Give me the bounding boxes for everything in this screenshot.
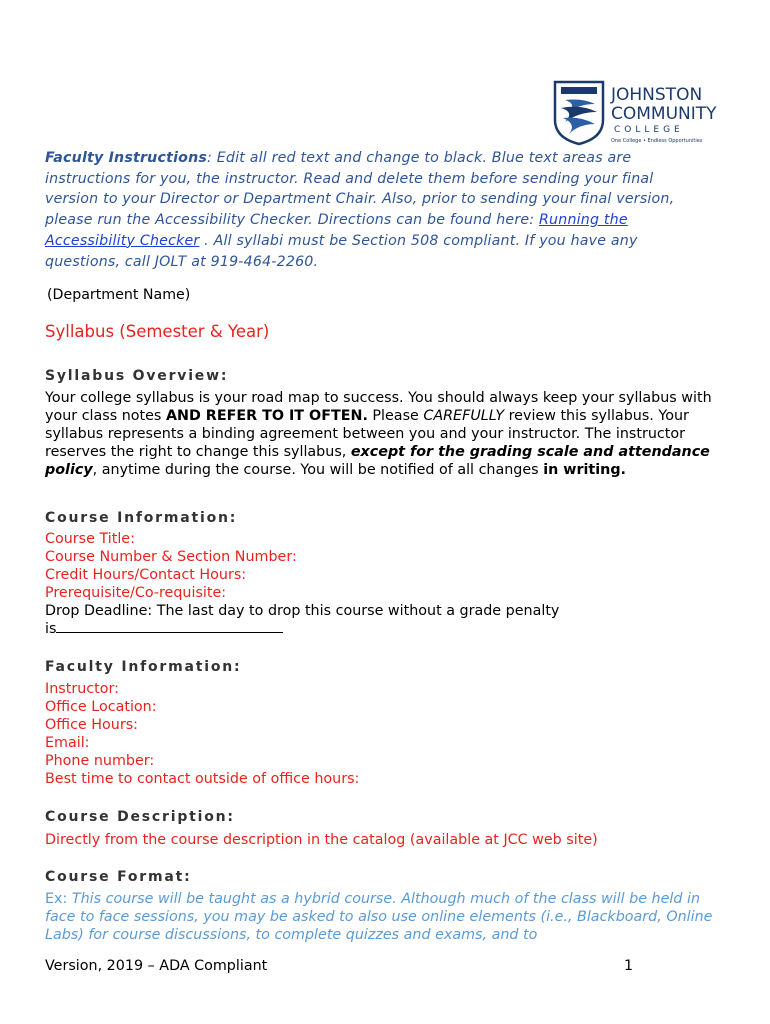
accessibility-checker-link[interactable]: Running the Accessibility Checker: [45, 212, 628, 249]
drop-deadline: [45, 602, 735, 638]
faculty-info-item: Instructor:: [45, 681, 119, 697]
drop-deadline-is: is: [45, 621, 57, 637]
overview-italic-1: CAREFULLY: [423, 408, 505, 424]
faculty-info-item: Phone number:: [45, 753, 155, 769]
footer-version: Version, 2019 – ADA Compliant: [45, 958, 268, 974]
course-info-item: Prerequisite/Co-requisite:: [45, 585, 227, 601]
overview-text-1: Your college syllabus is your road map to success. You should always keep your syllabus with your class notes: [45, 390, 712, 424]
logo-line-1: JOHNSTON: [611, 85, 703, 105]
course-format-text: [45, 890, 735, 944]
overview-text-2: Please: [367, 408, 424, 424]
course-info-item: Course Title:: [45, 531, 135, 547]
course-description-heading: Course Description:: [45, 809, 235, 825]
drop-deadline-blank: [56, 620, 283, 633]
faculty-info-item: Email:: [45, 735, 90, 751]
logo-line-3: COLLEGE: [614, 125, 684, 135]
syllabus-title: Syllabus (Semester & Year): [45, 322, 270, 341]
logo-line-2: COMMUNITY: [611, 104, 717, 124]
page-number: 1: [624, 958, 634, 974]
overview-text-3: review this syllabus. Your syllabus represents a binding agreement between you and your instructor. The instructor reserves the right to change this syllabus,: [45, 408, 689, 460]
course-info-list: [45, 530, 297, 602]
department-name: (Department Name): [47, 287, 191, 303]
overview-bold-1: AND REFER TO IT OFTEN.: [165, 408, 368, 424]
overview-heading: Syllabus Overview:: [45, 368, 229, 384]
course-format-body: This course will be taught as a hybrid course. Although much of the class will be held in face to face sessions, you may be asked to also use online elements (i.e., Blackboard, Online Labs) for course discussions, to complete quizzes and exams, and to: [45, 891, 713, 943]
course-format-prefix: Ex:: [45, 891, 68, 907]
college-logo: [553, 80, 729, 146]
course-info-item: Course Number & Section Number:: [45, 549, 297, 565]
overview-paragraph: [45, 389, 735, 479]
drop-deadline-text: Drop Deadline: The last day to drop this course without a grade penalty: [45, 603, 560, 619]
overview-bold-2: in writing.: [543, 462, 626, 478]
course-format-heading: Course Format:: [45, 869, 192, 885]
course-info-heading: Course Information:: [45, 510, 238, 526]
college-seal-icon: [553, 80, 605, 146]
logo-tagline: One College • Endless Opportunities: [611, 138, 703, 144]
faculty-info-item: Office Location:: [45, 699, 157, 715]
course-description-text: Directly from the course description in the catalog (available at JCC web site): [45, 832, 598, 848]
faculty-instructions-text-1: : Edit all red text and change to black. Blue text areas are instructions for you, the instructor. Read and delete them before sending your final version to your Director or Department Chair. Also, prior to sending your final version, please run the Accessibility Checker. Directions can be found here:: [45, 150, 675, 229]
faculty-instructions-text-2: . All syllabi must be Section 508 compliant. If you have any questions, call JOLT at 919-464-2260.: [45, 232, 638, 270]
faculty-instructions: [45, 148, 685, 272]
overview-bold-italic: except for the grading scale and attendance policy: [45, 444, 710, 478]
faculty-info-heading: Faculty Information:: [45, 659, 242, 675]
faculty-info-item: Office Hours:: [45, 717, 138, 733]
faculty-instructions-label: Faculty Instructions: [45, 150, 208, 166]
overview-text-4: , anytime during the course. You will be notified of all changes: [92, 462, 544, 478]
faculty-info-item: Best time to contact outside of office hours:: [45, 771, 360, 787]
faculty-info-list: [45, 680, 359, 788]
course-info-item: Credit Hours/Contact Hours:: [45, 567, 247, 583]
